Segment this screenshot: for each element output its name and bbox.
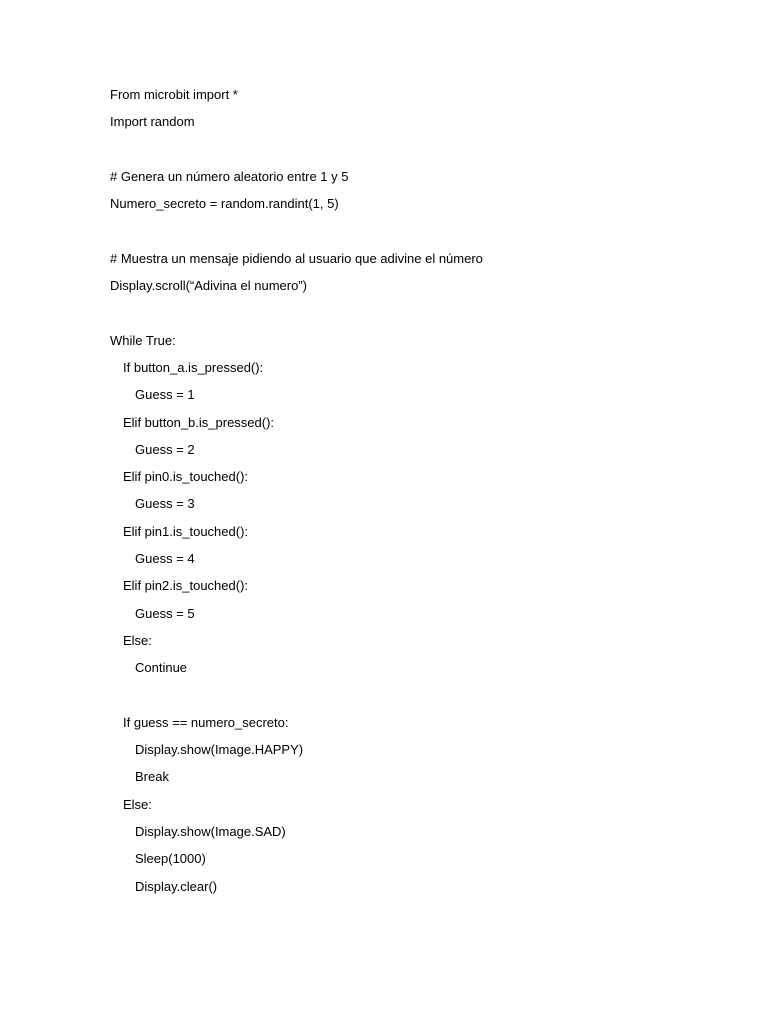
code-line: Else: [123,632,152,648]
code-line: Elif button_b.is_pressed(): [123,414,275,430]
code-line: Elif pin1.is_touched(): [123,523,249,539]
code-line: Elif pin0.is_touched(): [123,469,249,485]
code-line: Sleep(1000) [135,851,206,867]
code-line: Import random [110,114,195,130]
code-line: Guess = 3 [135,496,195,512]
code-line: If guess == numero_secreto: [123,714,289,730]
code-line: # Genera un número aleatorio entre 1 y 5 [110,168,349,184]
code-line: Display.show(Image.SAD) [135,824,286,840]
code-line: Guess = 4 [135,551,195,567]
code-line: From microbit import * [110,87,238,102]
code-line: # Muestra un mensaje pidiendo al usuario que adivine el número [110,250,483,266]
code-line: Elif pin2.is_touched(): [123,578,249,594]
blank-line [110,686,710,713]
code-line: Continue [135,660,188,676]
code-line: Else: [123,796,152,812]
blank-line [110,303,710,330]
code-line: Guess = 2 [135,441,195,457]
code-line: Numero_secreto = random.randint(1, 5) [110,196,339,212]
code-line: Break [135,769,169,785]
code-line: Guess = 5 [135,605,195,621]
code-line: Display.show(Image.HAPPY) [135,742,304,758]
blank-line [110,140,710,167]
blank-line [110,221,710,248]
code-line: While True: [110,332,176,348]
code-line: Display.clear() [135,878,218,894]
code-line: Display.scroll(“Adivina el numero”) [110,278,307,294]
document-body[interactable] [110,85,710,904]
code-line: If button_a.is_pressed(): [123,359,264,375]
code-line: Guess = 1 [135,387,195,403]
